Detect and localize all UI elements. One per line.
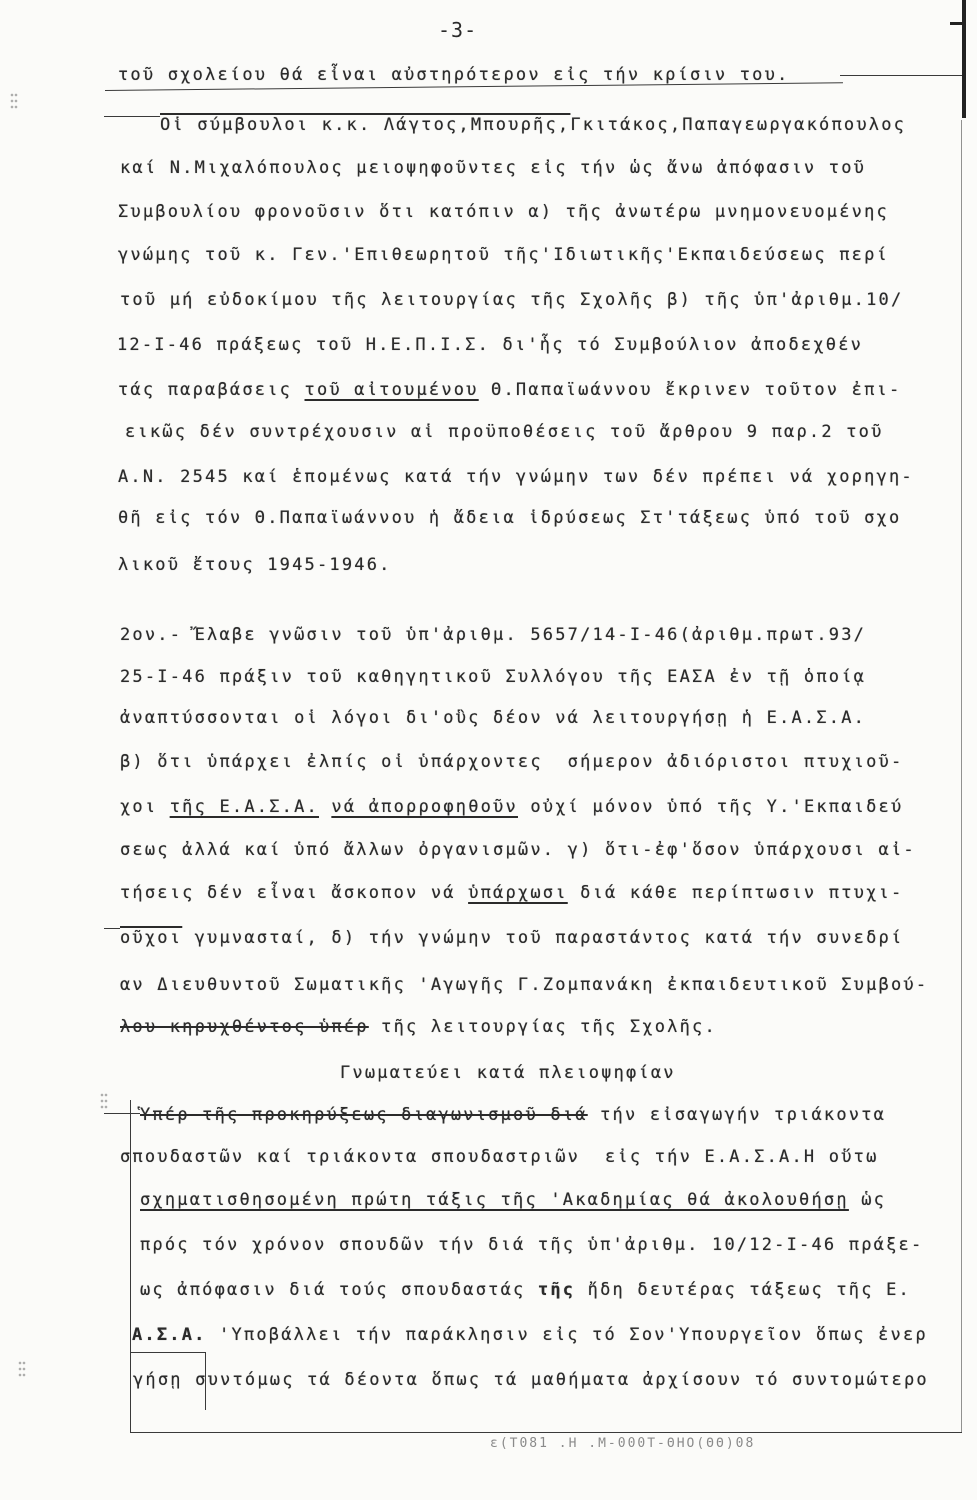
text-line: θῆ εἰς τόν Θ.Παπαϊωάννου ἡ ἄδεια ἱδρύσεως Στ'τάξεως ὑπό τοῦ σχο [118,508,902,528]
text-line: γνώμης τοῦ κ. Γεν.'Επιθεωρητοῦ τῆς'Ιδιωτικῆς'Εκπαιδεύσεως περί [118,245,889,265]
text-segment: ἤδη δευτέρας τάξεως τῆς Ε. [575,1280,911,1300]
text-line: Α.Ν. 2545 καί ἑπομένως κατά τήν γνώμην των δέν πρέπει νά χορηγη- [118,467,914,487]
text-line: σεως ἀλλά καί ὑπό ἄλλων ὀργανισμῶν. γ) ὅτι-ἐφ'ὅσον ὑπάρχουσι αἰ- [120,840,916,860]
overline-rule [104,116,160,117]
text-line [132,1324,928,1346]
text-line [133,1369,929,1391]
margin-mark [100,1092,108,1110]
text-line: τοῦ σχολείου θά εἶναι αὐστηρότερον εἰς τήν κρίσιν του. [118,65,790,85]
overlined-text: Οἱ σύμβουλοι κ.κ. Λάγτος,Μπουρῆς, [160,115,571,135]
corner-mark [950,22,966,25]
text-line: 12-I-46 πράξεως τοῦ Η.Ε.Π.Ι.Σ. δι'ἧς τό Συμβούλιον ἀποδεχθέν [117,335,864,355]
text-segment: διά κάθε περίπτωσιν πτυχι- [567,883,904,903]
text-line [160,114,906,136]
inner-box-top [130,1352,205,1353]
text-line [140,1279,911,1301]
underlined-text: ὑπάρχωσι [468,883,568,903]
text-segment: 'Υποβάλλει τήν παράκλησιν εἰς τό Σον'Υπουργεῖον ὅπως ἐνερ [206,1325,928,1345]
margin-mark [10,92,18,110]
text-segment [319,797,331,817]
underlined-text: νά ἀπορροφηθοῦν [331,797,518,817]
text-segment: χοι [120,797,170,817]
section-heading: Γνωματεύει κατά πλειοψηφίαν [340,1063,676,1083]
margin-mark [18,1360,26,1378]
text-line: β) ὅτι ὑπάρχει ἐλπίς οἱ ὑπάρχοντες σήμερον ἀδιόριστοι πτυχιοῦ- [120,752,904,772]
text-segment: τήν εἰσαγωγήν τριάκοντα [587,1105,887,1125]
text-line [120,796,903,818]
text-segment: τήσεις δέν εἶναι ἄσκοπον νά [120,883,469,903]
underlined-text: τοῦ αἰτουμένου [304,380,479,400]
text-line [120,882,903,904]
text-segment: συντόμως τά δέοντα ὅπως τά μαθήματα ἀρχίσουν τό συντομώτερο [182,1370,929,1390]
underlined-text: τῆς Ε.Α.Σ.Α. [169,797,319,817]
text-segment: οὐχί μόνον ὑπό τῆς Υ.'Εκπαιδεύ [517,797,904,817]
text-line: ἀναπτύσσονται οἱ λόγοι δι'οὓς δέον νά λειτουργήσῃ ἡ Ε.Α.Σ.Α. [120,708,867,728]
struck-text: λου κηρυχθέντος ὑπέρ [120,1017,369,1037]
text-line [140,1104,886,1126]
struck-text: Ὑπέρ τῆς προκηρύξεως διαγωνισμοῦ διά [140,1105,588,1125]
text-line: 2ον.- Ἔλαβε γνῶσιν τοῦ ὑπ'ἀριθμ. 5657/14-I-46(ἀριθμ.πρωτ.93/ [120,625,867,645]
page-number: -3- [438,18,478,42]
bottom-frame-line [130,1432,962,1433]
text-line: λικοῦ ἔτους 1945-1946. [118,555,392,575]
text-line [120,1016,717,1038]
right-frame-line [961,120,962,1432]
text-segment: Θ.Παπαϊωάννου ἔκρινεν τοῦτον ἐπι- [478,380,902,400]
text-line: 25-I-46 πράξιν τοῦ καθηγητικοῦ Συλλόγου τῆς ΕΑΣΑ ἐν τῇ ὁποίᾳ [120,667,867,687]
text-segment: ως ἀπόφασιν διά τούς σπουδαστάς [140,1280,538,1300]
strike-rule [104,1113,140,1114]
bold-text: Α.Σ.Α. [132,1325,207,1345]
text-line [118,379,901,401]
text-segment: γυμνασταί, δ) τήν γνώμην τοῦ παραστάντος κατά τήν συνεδρί [182,928,904,948]
text-segment: τάς παραβάσεις [118,380,305,400]
underline-rule [840,75,962,76]
overlined-text: οῦχοι [120,928,183,948]
text-segment: γήσῃ [133,1370,183,1390]
text-segment: ὡς [848,1190,887,1210]
text-line: σπουδαστῶν καί τριάκοντα σπουδαστριῶν εἰς τήν Ε.Α.Σ.Α.Η οὕτω [120,1147,879,1167]
text-line: Συμβουλίου φρονοῦσιν ὅτι κατόπιν α) τῆς ἀνωτέρω μνημονευομένης [118,202,889,222]
text-line: εικῶς δέν συντρέχουσιν αἱ προϋποθέσεις τοῦ ἄρθρου 9 παρ.2 τοῦ [125,422,884,442]
text-line [120,927,903,949]
text-line [140,1189,886,1211]
bold-text: τῆς [537,1280,576,1300]
text-line: τοῦ μή εὐδοκίμου τῆς λειτουργίας τῆς Σχολῆς β) τῆς ὑπ'ἀριθμ.10/ [120,290,904,310]
bleed-through-text: ε(Τ081 .Η .Μ-000Τ-ΘΗΟ(ΘΘ)08 [490,1436,756,1451]
text-segment: τῆς λειτουργίας τῆς Σχολῆς. [368,1017,717,1037]
text-line: καί Ν.Μιχαλόπουλος μειοψηφοῦντες εἰς τήν ὡς ἄνω ἀπόφασιν τοῦ [120,158,867,178]
text-line: πρός τόν χρόνον σπουδῶν τήν διά τῆς ὑπ'ἀριθμ. 10/12-I-46 πράξε- [140,1235,924,1255]
underlined-text: σχηματισθησομένη πρώτη τάξις τῆς 'Ακαδημίας θά ἀκολουθήσῃ [140,1190,849,1210]
edge-bar [962,0,966,118]
overline-rule [104,928,120,929]
text-line: αν Διευθυντοῦ Σωματικῆς 'Αγωγῆς Γ.Ζομπανάκη ἐκπαιδευτικοῦ Συμβού- [120,975,929,995]
text-segment: Γκιτάκος,Παπαγεωργακόπουλος [570,115,907,135]
